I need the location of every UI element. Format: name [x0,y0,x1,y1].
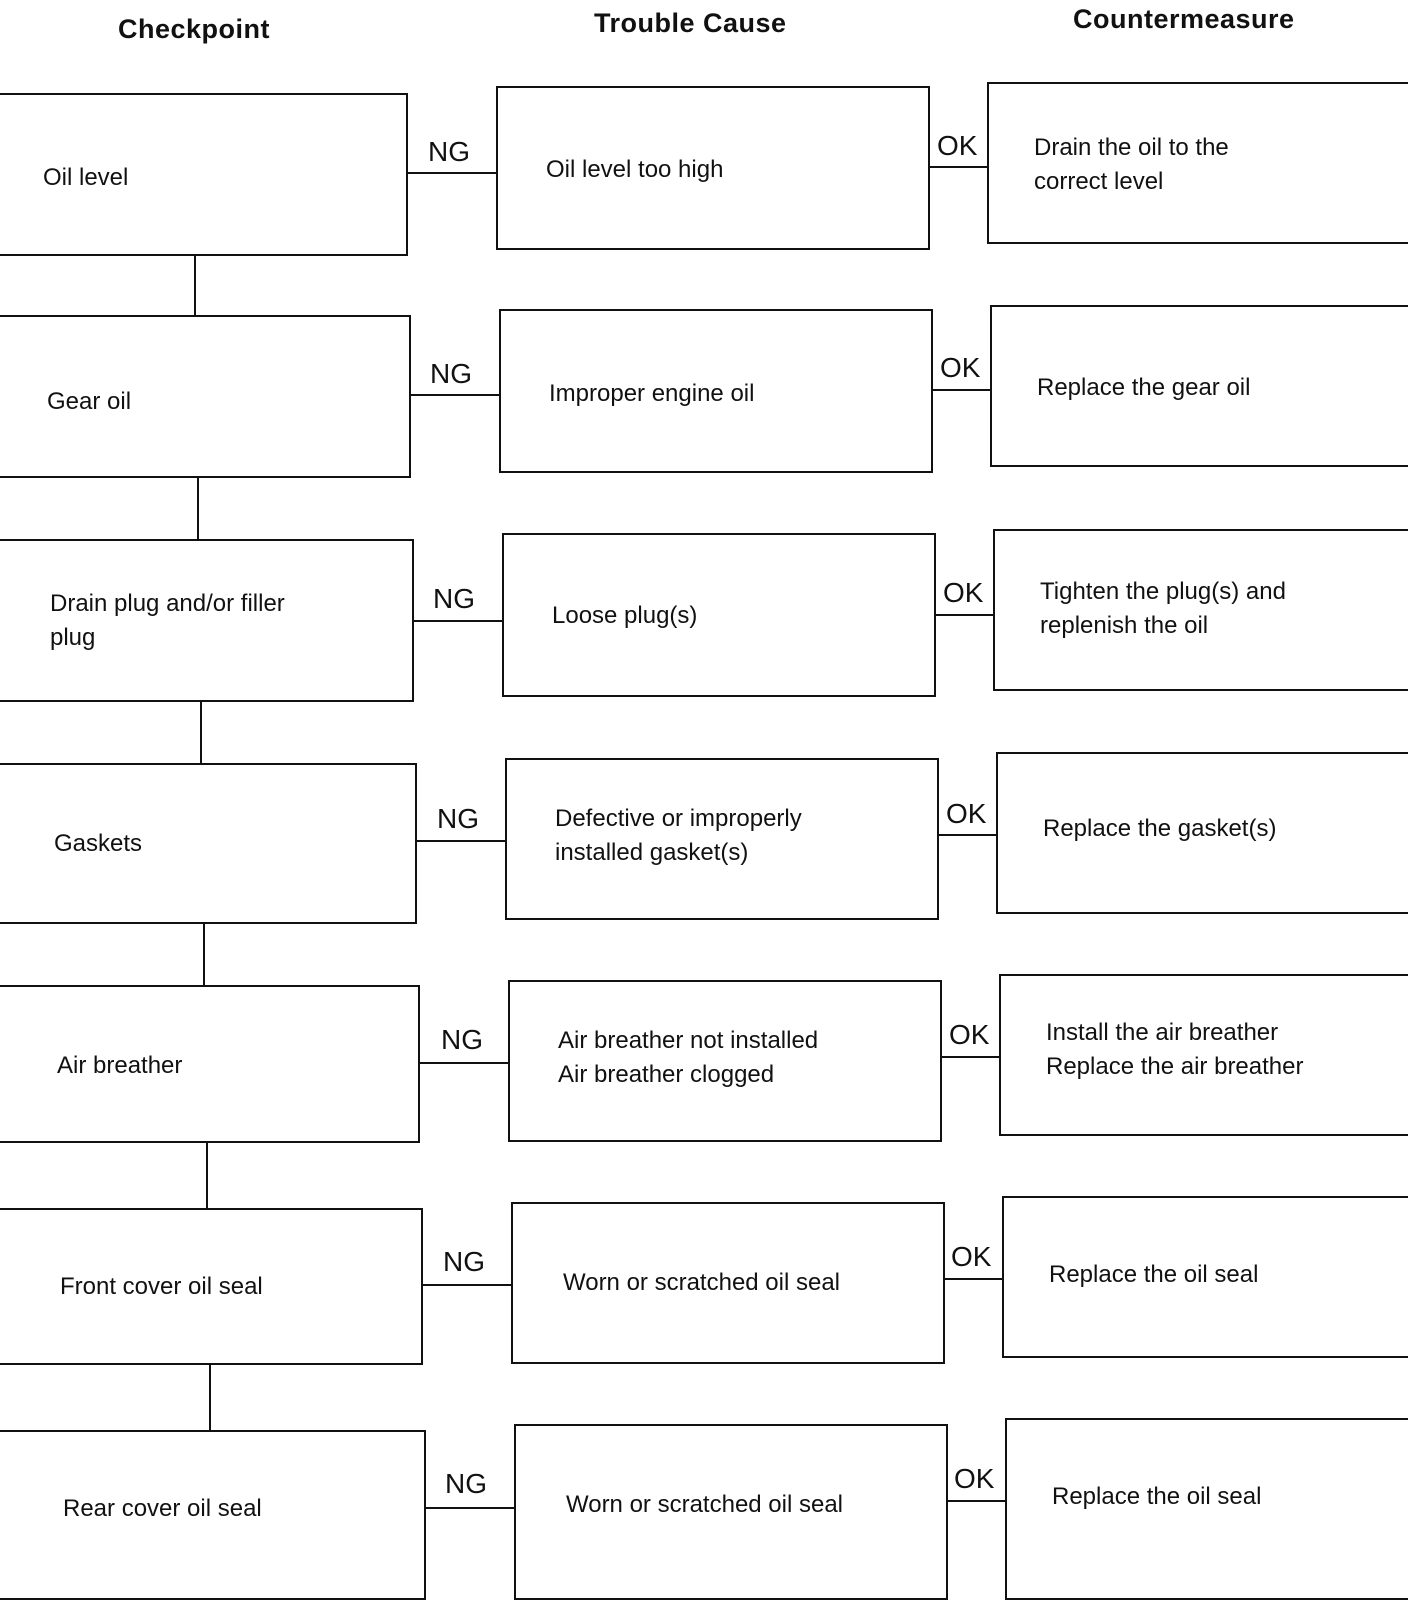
cause-box [511,1202,945,1364]
countermeasure-box [993,529,1408,691]
ng-label: NG [445,1468,487,1499]
ok-connector [939,834,996,836]
countermeasure-box [999,974,1408,1136]
ng-label: NG [443,1246,485,1277]
checkpoint-box [0,1430,426,1600]
ng-label: NG [430,358,472,389]
flow-connector [209,1365,211,1430]
checkpoint-label: Air breather [57,1052,183,1079]
cause-box [499,309,933,473]
header-checkpoint: Checkpoint [118,14,271,44]
cause-box [508,980,942,1142]
ok-connector [942,1056,999,1058]
ok-connector [948,1500,1005,1502]
ok-label: OK [943,577,984,608]
cause-label: Oil level too high [546,156,724,183]
ng-label: NG [437,803,479,834]
checkpoint-label: Gear oil [47,388,132,415]
ng-connector [414,620,502,622]
cause-label: Air breather not installed Air breather clogged [558,1027,819,1088]
checkpoint-box [0,985,420,1143]
checkpoint-box [0,1208,423,1365]
ng-label: NG [441,1024,483,1055]
ok-label: OK [954,1463,995,1494]
countermeasure-box [1002,1196,1408,1358]
checkpoint-box [0,539,414,702]
ng-label: NG [433,583,475,614]
countermeasure-label: Drain the oil to the correct level [1034,134,1229,195]
ok-connector [936,614,993,616]
cause-label: Loose plug(s) [552,602,698,629]
countermeasure-box [990,305,1408,467]
countermeasure-box [996,752,1408,914]
ng-connector [411,394,499,396]
flow-connector [194,256,196,321]
ok-connector [930,166,987,168]
countermeasure-box [987,82,1408,244]
countermeasure-box [1005,1418,1408,1600]
flow-connector [206,1143,208,1208]
ng-connector [423,1284,511,1286]
checkpoint-label: Rear cover oil seal [63,1495,262,1522]
ok-connector [933,389,990,391]
cause-box [496,86,930,250]
ok-label: OK [946,798,987,829]
countermeasure-label: Tighten the plug(s) and replenish the oil [1040,578,1286,639]
flow-connector [203,922,205,987]
ng-label: NG [428,136,470,167]
ng-connector [408,172,496,174]
ng-connector [426,1507,514,1509]
ok-label: OK [937,130,978,161]
countermeasure-label: Replace the gasket(s) [1043,815,1277,842]
header-countermeasure: Countermeasure [1073,4,1295,34]
ok-label: OK [951,1241,992,1272]
checkpoint-box [0,763,417,924]
countermeasure-label: Replace the gear oil [1037,374,1251,401]
checkpoint-box [0,315,411,478]
header-trouble-cause: Trouble Cause [594,8,787,38]
cause-label: Worn or scratched oil seal [563,1269,841,1296]
ng-connector [420,1062,508,1064]
cause-box [514,1424,948,1600]
checkpoint-label: Front cover oil seal [60,1273,263,1300]
countermeasure-label: Replace the oil seal [1052,1483,1262,1510]
cause-box [505,758,939,920]
ok-connector [945,1278,1002,1280]
checkpoint-label: Gaskets [54,830,143,857]
ok-label: OK [940,352,981,383]
cause-label: Defective or improperly installed gasket(s) [555,805,802,866]
flow-connector [200,702,202,767]
checkpoint-label: Drain plug and/or filler plug [50,590,285,651]
checkpoint-label: Oil level [43,164,129,191]
cause-label: Worn or scratched oil seal [566,1491,844,1518]
countermeasure-label: Replace the oil seal [1049,1261,1259,1288]
cause-label: Improper engine oil [549,380,755,407]
ng-connector [417,840,505,842]
countermeasure-label: Install the air breather Replace the air breather [1046,1019,1304,1080]
flow-connector [197,478,199,543]
checkpoint-box [0,93,408,256]
ok-label: OK [949,1019,990,1050]
cause-box [502,533,936,697]
